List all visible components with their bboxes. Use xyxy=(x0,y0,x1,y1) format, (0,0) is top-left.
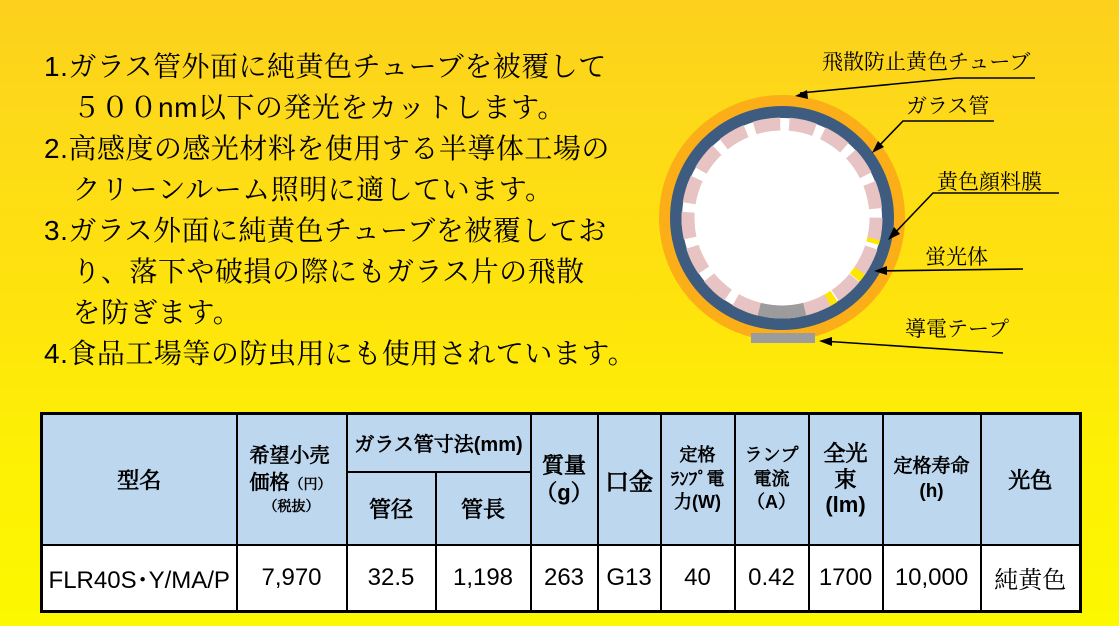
cell-diameter: 32.5 xyxy=(347,545,436,612)
tape-label-leader xyxy=(822,341,1003,353)
tape-label: 導電テープ xyxy=(905,318,1009,341)
header-price xyxy=(237,414,347,545)
header-glass-dimensions: ガラス管寸法(mm) xyxy=(347,414,531,472)
header-model: 型名 xyxy=(42,414,237,545)
tube-label: 飛散防止黄色チューブ xyxy=(822,51,1031,74)
glass-label: ガラス管 xyxy=(906,95,990,118)
feature-line: 2.高感度の感光材料を使用する半導体工場の xyxy=(44,133,610,164)
feature-line: り、落下や破損の際にもガラス片の飛散 xyxy=(44,256,585,287)
cell-price: 7,970 xyxy=(237,545,347,612)
table-row xyxy=(42,545,1081,612)
header-rated-power: 定格 ﾗﾝﾌﾟ電 力(W) xyxy=(661,414,735,545)
header-base: 口金 xyxy=(598,414,661,545)
tape-arrowhead-icon xyxy=(819,337,832,346)
cell-mass: 263 xyxy=(531,545,598,612)
conductive-tape-bar xyxy=(751,333,815,343)
header-mass: 質量 （g） xyxy=(531,414,598,545)
header-price-line2: 価格（円） xyxy=(249,471,332,494)
header-price-line1: 希望小売 xyxy=(249,444,330,467)
header-rated-life: 定格寿命 (h) xyxy=(883,414,981,545)
header-light-color: 光色 xyxy=(981,414,1081,545)
feature-line: 3.ガラス外面に純黄色チューブを被覆してお xyxy=(44,215,607,246)
header-price-taxnote: （税抜） xyxy=(263,497,320,514)
cell-light-color: 純黄色 xyxy=(981,545,1081,612)
cell-flux: 1700 xyxy=(809,545,883,612)
tube-label-leader xyxy=(800,78,1035,93)
glass-label-leader xyxy=(875,121,994,150)
cell-current: 0.42 xyxy=(735,545,809,612)
header-lamp-current: ランプ 電流 （A） xyxy=(735,414,809,545)
cell-model: FLR40S･Y/MA/P xyxy=(42,545,237,612)
header-price-yen: （円） xyxy=(289,475,332,492)
feature-line: 1.ガラス管外面に純黄色チューブを被覆して xyxy=(44,51,607,82)
phosphor-label: 蛍光体 xyxy=(925,246,988,269)
cell-life: 10,000 xyxy=(883,545,981,612)
cell-length: 1,198 xyxy=(436,545,531,612)
feature-line: クリーンルーム照明に適しています。 xyxy=(44,174,554,205)
feature-line: を防ぎます。 xyxy=(44,297,242,328)
phosphor-label-leader xyxy=(877,269,1023,271)
feature-line: 4.食品工場等の防虫用にも使用されています。 xyxy=(44,338,637,369)
header-luminous-flux: 全光 束 (lm) xyxy=(809,414,883,545)
cell-base: G13 xyxy=(598,545,661,612)
pigment-label: 黄色顔料膜 xyxy=(937,171,1042,194)
cell-power: 40 xyxy=(661,545,735,612)
header-tube-diameter: 管径 xyxy=(347,472,436,545)
header-tube-length: 管長 xyxy=(436,472,531,545)
tape-inner-arc xyxy=(759,309,804,312)
spec-table xyxy=(40,412,1082,613)
pigment-label-leader xyxy=(890,193,1059,238)
feature-line: ５００nm以下の発光をカットします。 xyxy=(44,92,566,123)
